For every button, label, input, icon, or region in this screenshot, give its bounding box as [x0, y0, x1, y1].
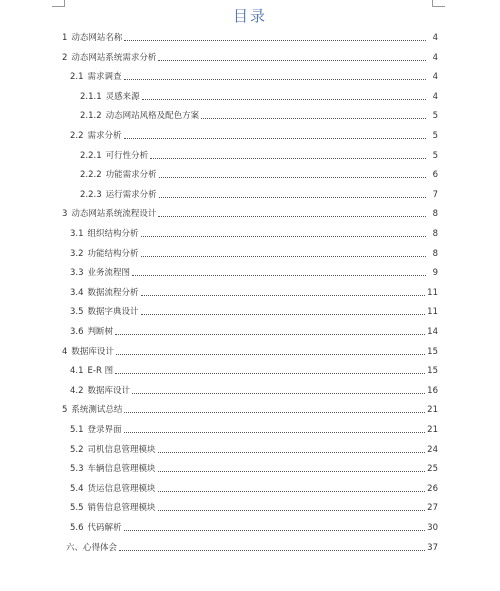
toc-entry-page: 4 — [432, 52, 438, 63]
toc-entry-page: 4 — [432, 91, 438, 102]
toc-entry-text: 代码解析 — [87, 523, 122, 533]
toc-entry-text: 销售信息管理模块 — [87, 503, 156, 514]
toc-entry-number: 3.5 — [70, 307, 84, 318]
toc-entry-page: 8 — [432, 209, 438, 220]
toc-entry-number: 1 — [62, 33, 68, 43]
toc-entry-number: 3.6 — [70, 327, 84, 337]
toc-entry-text: 登录界面 — [87, 425, 122, 435]
toc-entry-text: 判断树 — [87, 327, 114, 337]
toc-leader — [124, 78, 426, 80]
toc-entry-number: 5.2 — [70, 444, 84, 455]
toc-entry-page: 16 — [427, 385, 438, 396]
toc-entry-number: 2 — [62, 52, 68, 63]
toc-entry-page: 11 — [427, 287, 438, 298]
toc-leader — [124, 529, 426, 531]
toc-entry[interactable] — [70, 499, 438, 513]
toc-entry-page: 11 — [427, 307, 438, 318]
toc-entry-page: 26 — [427, 483, 438, 494]
toc-entry-page: 30 — [427, 523, 438, 533]
toc-entry-page: 5 — [432, 150, 438, 161]
toc-entry-number: 3.2 — [70, 248, 84, 259]
toc-leader — [159, 196, 426, 198]
toc-entry-text: 运行需求分析 — [105, 189, 157, 200]
toc-entry-page: 27 — [427, 503, 438, 514]
toc-entry-text: 需求分析 — [87, 131, 122, 141]
toc-entry[interactable] — [80, 147, 438, 161]
toc-leader — [158, 215, 426, 217]
toc-entry-page: 9 — [432, 268, 438, 279]
toc-entry[interactable] — [70, 127, 438, 141]
toc-entry[interactable] — [70, 362, 438, 376]
toc-entry-text: 司机信息管理模块 — [87, 444, 156, 455]
toc-leader — [141, 235, 426, 237]
toc-leader — [124, 137, 426, 139]
toc-entry[interactable] — [70, 323, 438, 337]
toc-entry-text: 数据库设计 — [87, 385, 131, 396]
toc-entry[interactable] — [70, 264, 438, 278]
toc-entry[interactable] — [70, 421, 438, 435]
toc-leader — [132, 274, 426, 276]
toc-entry-page: 25 — [427, 464, 438, 475]
toc-entry[interactable] — [80, 107, 438, 121]
toc-entry-text: 动态网站风格及配色方案 — [105, 111, 200, 122]
toc-entry-text: 需求调查 — [87, 72, 122, 83]
toc-entry-text: 功能需求分析 — [105, 170, 157, 181]
toc-leader — [159, 176, 426, 178]
toc-entry-number: 3.3 — [70, 268, 84, 279]
toc-entry-number: 2.2.2 — [80, 170, 102, 181]
toc-entry-number: 5.1 — [70, 425, 84, 435]
toc-leader — [141, 313, 426, 315]
toc-entry-page: 5 — [432, 131, 438, 141]
toc-title: 目录 — [232, 7, 267, 25]
toc-entry-text: 数据库设计 — [71, 346, 114, 357]
toc-entry-text: 系统测试总结 — [71, 405, 123, 416]
toc-leader — [201, 117, 426, 119]
toc-entry-text: 数据字典设计 — [87, 307, 139, 318]
toc-leader — [124, 39, 426, 41]
toc-entry-text: 动态网站系统流程设计 — [71, 209, 157, 220]
toc-entry[interactable] — [70, 245, 438, 259]
toc-entry-number: 2.2 — [70, 131, 84, 141]
toc-entry[interactable] — [62, 205, 438, 219]
toc-entry-text: 动态网站系统需求分析 — [71, 52, 157, 63]
toc-entry-page: 8 — [432, 248, 438, 259]
toc-entry-number: 2.2.3 — [80, 189, 102, 200]
toc-entry-number: 2.1 — [70, 72, 84, 83]
toc-entry[interactable] — [70, 519, 438, 533]
toc-leader — [150, 157, 426, 159]
toc-entry-page: 4 — [432, 72, 438, 83]
toc-leader — [115, 372, 425, 374]
toc-entry-page: 5 — [432, 111, 438, 122]
toc-leader — [158, 59, 426, 61]
toc-entry[interactable] — [70, 284, 438, 298]
toc-entry[interactable] — [62, 49, 438, 63]
toc-leader — [116, 353, 425, 355]
toc-leader — [119, 549, 425, 551]
toc-leader — [158, 451, 426, 453]
toc-leader — [158, 509, 426, 511]
toc-leader — [132, 392, 425, 394]
toc-entry-number: 3 — [62, 209, 68, 220]
toc-leader — [141, 294, 426, 296]
toc-entry[interactable] — [70, 441, 438, 455]
toc-entry-text: 业务流程图 — [87, 268, 131, 279]
toc-leader — [142, 98, 426, 100]
toc-entry-page: 24 — [427, 444, 438, 455]
toc-entry[interactable] — [70, 382, 438, 396]
toc-entry-text: 组织结构分析 — [87, 229, 139, 239]
toc-entry-number: 3.1 — [70, 229, 84, 239]
toc-leader — [158, 490, 426, 492]
toc-entry-number: 2.1.1 — [80, 91, 102, 102]
toc-entry-page: 37 — [427, 542, 438, 553]
toc-entry-page: 15 — [427, 346, 438, 357]
toc-entry-number: 2.2.1 — [80, 150, 102, 161]
toc-entry-page: 4 — [432, 33, 438, 43]
toc-entry[interactable] — [62, 343, 438, 357]
toc-entry-page: 6 — [432, 170, 438, 181]
toc-entry[interactable] — [70, 68, 438, 82]
toc-entry-text: 数据流程分析 — [87, 287, 139, 298]
toc-entry-number: 4.1 — [70, 366, 84, 377]
toc-leader — [158, 470, 426, 472]
toc-entry-number: 3.4 — [70, 287, 84, 298]
toc-entry[interactable] — [70, 460, 438, 474]
toc-entry[interactable] — [70, 480, 438, 494]
toc-entry-number: 4 — [62, 346, 68, 357]
toc-entry-number: 5.6 — [70, 523, 84, 533]
toc-entry[interactable] — [62, 539, 438, 553]
toc-entry-text: E-R 图 — [87, 366, 114, 377]
toc-entry-text: 功能结构分析 — [87, 248, 139, 259]
toc-entry[interactable] — [80, 186, 438, 200]
toc-leader — [124, 411, 425, 413]
toc-entry-page: 21 — [427, 405, 438, 416]
toc-entry-number: 5.3 — [70, 464, 84, 475]
toc-entry-text: 车辆信息管理模块 — [87, 464, 156, 475]
toc-entry-page: 7 — [432, 189, 438, 200]
toc-entry-number: 5.5 — [70, 503, 84, 514]
toc-entry-page: 21 — [427, 425, 438, 435]
toc-entry-number: 2.1.2 — [80, 111, 102, 122]
toc-entry-text: 灵感来源 — [105, 91, 140, 102]
toc-leader — [115, 333, 425, 335]
toc-entry-text: 可行性分析 — [105, 150, 149, 161]
toc-entry[interactable] — [70, 225, 438, 239]
toc-entry[interactable] — [80, 88, 438, 102]
toc-leader — [141, 255, 426, 257]
toc-entry-number: 5.4 — [70, 483, 84, 494]
toc-entry[interactable] — [62, 29, 438, 43]
toc-entry[interactable] — [70, 303, 438, 317]
toc-entry-text: 六、心得体会 — [66, 542, 118, 553]
toc-entry-page: 14 — [427, 327, 438, 337]
toc-entry-text: 货运信息管理模块 — [87, 483, 156, 494]
toc-entry-page: 8 — [432, 229, 438, 239]
toc-entry-number: 5 — [62, 405, 68, 416]
toc-entry-number: 4.2 — [70, 385, 84, 396]
toc-leader — [124, 431, 426, 433]
toc-entry[interactable] — [80, 166, 438, 180]
toc-entry-page: 15 — [427, 366, 438, 377]
toc-entry-text: 动态网站名称 — [71, 33, 123, 43]
toc-entry[interactable] — [62, 401, 438, 415]
